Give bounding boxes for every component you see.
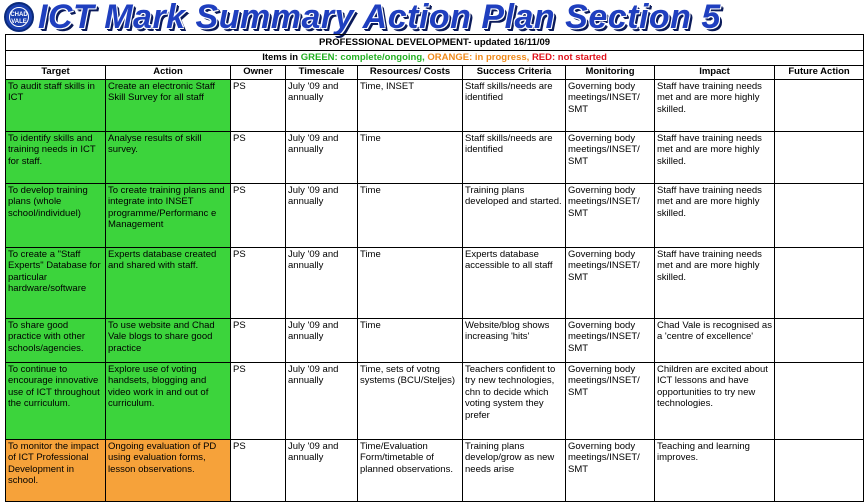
table-row (6, 183, 864, 247)
success-criteria-cell: Teachers confident to try new technologies, chn to decide which voting system they prefer (463, 362, 566, 439)
target-cell: To identify skills and training needs in ICT for staff. (6, 131, 106, 183)
table-row (6, 439, 864, 501)
monitoring-cell: Governing body meetings/INSET/ SMT (566, 362, 655, 439)
col-header-resources: Resources/ Costs (358, 65, 463, 79)
resources-cell: Time (358, 131, 463, 183)
status-key-row (6, 51, 864, 66)
table-row (6, 131, 864, 183)
monitoring-cell: Governing body meetings/INSET/ SMT (566, 247, 655, 318)
future-action-cell (775, 439, 864, 501)
col-header-target: Target (6, 65, 106, 79)
col-header-success-criteria: Success Criteria (463, 65, 566, 79)
success-criteria-cell: Staff skills/needs are identified (463, 131, 566, 183)
resources-cell: Time, sets of votng systems (BCU/Steljes) (358, 362, 463, 439)
timescale-cell: July '09 and annually (286, 318, 358, 362)
target-cell: To share good practice with other schools/agencies. (6, 318, 106, 362)
timescale-cell: July '09 and annually (286, 183, 358, 247)
timescale-cell: July '09 and annually (286, 247, 358, 318)
success-criteria-cell: Staff skills/needs are identified (463, 79, 566, 131)
key-orange: ORANGE: in progress, (427, 52, 530, 63)
section-subtitle: PROFESSIONAL DEVELOPMENT- updated 16/11/09 (6, 35, 864, 51)
monitoring-cell: Governing body meetings/INSET/ SMT (566, 439, 655, 501)
table-row (6, 318, 864, 362)
action-cell: To create training plans and integrate into INSET programme/Performanc e Management (106, 183, 231, 247)
impact-cell: Staff have training needs met and are more highly skilled. (655, 131, 775, 183)
target-cell: To develop training plans (whole school/individuel) (6, 183, 106, 247)
column-header-row (6, 65, 864, 79)
future-action-cell (775, 362, 864, 439)
target-cell: To create a "Staff Experts" Database for particular hardware/software (6, 247, 106, 318)
action-cell: Create an electronic Staff Skill Survey for all staff (106, 79, 231, 131)
owner-cell: PS (231, 79, 286, 131)
action-cell: Analyse results of skill survey. (106, 131, 231, 183)
col-header-owner: Owner (231, 65, 286, 79)
monitoring-cell: Governing body meetings/INSET/ SMT (566, 131, 655, 183)
action-cell: Explore use of voting handsets, blogging and video work in and out of curriculum. (106, 362, 231, 439)
key-green: GREEN: complete/ongoing, (300, 52, 425, 63)
timescale-cell: July '09 and annually (286, 362, 358, 439)
table-row (6, 79, 864, 131)
col-header-impact: Impact (655, 65, 775, 79)
resources-cell: Time/Evaluation Form/timetable of planned observations. (358, 439, 463, 501)
action-cell: To use website and Chad Vale blogs to share good practice (106, 318, 231, 362)
success-criteria-cell: Training plans develop/grow as new needs arise (463, 439, 566, 501)
resources-cell: Time (358, 247, 463, 318)
future-action-cell (775, 318, 864, 362)
key-prefix: Items in (262, 52, 299, 63)
key-red: RED: not started (531, 52, 607, 63)
owner-cell: PS (231, 362, 286, 439)
impact-cell: Children are excited about ICT lessons and have opportunities to try new technologies. (655, 362, 775, 439)
monitoring-cell: Governing body meetings/INSET/ SMT (566, 318, 655, 362)
col-header-timescale: Timescale (286, 65, 358, 79)
impact-cell: Teaching and learning improves. (655, 439, 775, 501)
owner-cell: PS (231, 439, 286, 501)
timescale-cell: July '09 and annually (286, 439, 358, 501)
impact-cell: Staff have training needs met and are more highly skilled. (655, 183, 775, 247)
col-header-future-action: Future Action (775, 65, 864, 79)
success-criteria-cell: Training plans developed and started. (463, 183, 566, 247)
impact-cell: Staff have training needs met and are more highly skilled. (655, 247, 775, 318)
resources-cell: Time (358, 183, 463, 247)
impact-cell: Chad Vale is recognised as a 'centre of excellence' (655, 318, 775, 362)
title-bar (0, 0, 866, 34)
target-cell: To monitor the impact of ICT Professional Development in school. (6, 439, 106, 501)
page-title: ICT Mark Summary Action Plan Section 5 (38, 0, 721, 36)
owner-cell: PS (231, 131, 286, 183)
owner-cell: PS (231, 183, 286, 247)
table-row (6, 362, 864, 439)
monitoring-cell: Governing body meetings/INSET/ SMT (566, 183, 655, 247)
target-cell: To continue to encourage innovative use of ICT throughout the curriculum. (6, 362, 106, 439)
action-cell: Ongoing evaluation of PD using evaluation forms, lesson observations. (106, 439, 231, 501)
school-logo-icon: CHAD VALE (4, 2, 34, 32)
resources-cell: Time (358, 318, 463, 362)
owner-cell: PS (231, 318, 286, 362)
success-criteria-cell: Website/blog shows increasing 'hits' (463, 318, 566, 362)
resources-cell: Time, INSET (358, 79, 463, 131)
status-key (6, 51, 864, 66)
col-header-monitoring: Monitoring (566, 65, 655, 79)
impact-cell: Staff have training needs met and are more highly skilled. (655, 79, 775, 131)
subtitle-row (6, 35, 864, 51)
action-plan-table (5, 34, 864, 502)
owner-cell: PS (231, 247, 286, 318)
timescale-cell: July '09 and annually (286, 131, 358, 183)
timescale-cell: July '09 and annually (286, 79, 358, 131)
monitoring-cell: Governing body meetings/INSET/ SMT (566, 79, 655, 131)
future-action-cell (775, 247, 864, 318)
future-action-cell (775, 79, 864, 131)
success-criteria-cell: Experts database accessible to all staff (463, 247, 566, 318)
future-action-cell (775, 131, 864, 183)
future-action-cell (775, 183, 864, 247)
table-row (6, 247, 864, 318)
action-cell: Experts database created and shared with staff. (106, 247, 231, 318)
col-header-action: Action (106, 65, 231, 79)
target-cell: To audit staff skills in ICT (6, 79, 106, 131)
